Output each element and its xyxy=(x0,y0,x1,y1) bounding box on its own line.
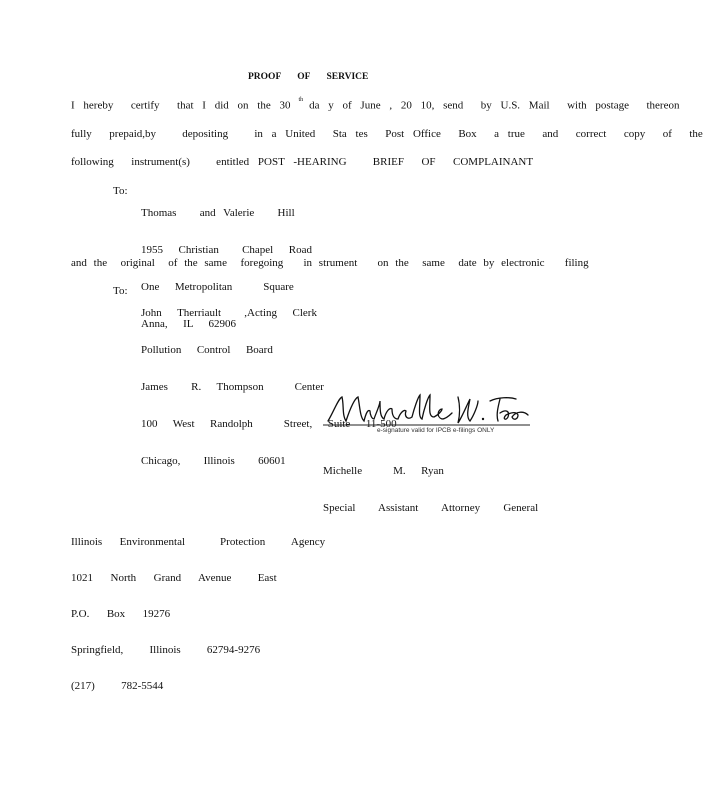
agency-address xyxy=(71,515,325,706)
signature-block xyxy=(323,444,538,529)
paragraph-line-2: fully prepaid,by depositing in a United Sta tes Post Office Box a true and correct copy of the xyxy=(71,128,703,140)
recipient-1-label: To: xyxy=(113,185,128,197)
esignature-note: e-signature valid for IPCB e-filings ONLY xyxy=(377,427,495,434)
agency-line: (217) 782-5544 xyxy=(71,680,164,692)
signer-name: Michelle M. Ryan xyxy=(323,465,444,477)
paragraph-2: and the original of the same foregoing in strument on the same date by electronic filing xyxy=(71,257,589,269)
recipient-2-line: Pollution Control Board xyxy=(141,344,273,356)
paragraph-line-1 xyxy=(71,97,680,112)
recipient-2-line: Chicago, Illinois 60601 xyxy=(141,455,286,467)
handwritten-signature xyxy=(320,387,540,431)
agency-line: Springfield, Illinois 62794-9276 xyxy=(71,644,261,656)
recipient-1-line: Anna, IL 62906 xyxy=(141,318,237,330)
document-title: PROOF OF SERVICE xyxy=(248,72,369,82)
paragraph-line-1-text: I hereby certify that I did on the 30 xyxy=(71,99,291,112)
agency-line: Illinois Environmental Protection Agency xyxy=(71,536,326,548)
paragraph-line-1-rest: da y of June , 20 10, send by U.S. Mail with postage thereon xyxy=(309,99,680,112)
recipient-2-line: James R. Thompson Center xyxy=(141,381,324,393)
recipient-1-line: 1955 Christian Chapel Road xyxy=(141,244,312,256)
recipient-2-line: 100 West Randolph Street, Suite 11-500 xyxy=(141,418,397,430)
agency-line: P.O. Box 19276 xyxy=(71,608,171,620)
paragraph-line-3: following instrument(s) entitled POST -HEARING BRIEF OF COMPLAINANT xyxy=(71,156,534,168)
recipient-2-line: John Therriault ,Acting Clerk xyxy=(141,307,317,319)
superscript-th: th xyxy=(298,97,304,103)
signer-title: Special Assistant Attorney General xyxy=(323,502,539,514)
recipient-1-line: Thomas and Valerie Hill xyxy=(141,207,295,219)
agency-line: 1021 North Grand Avenue East xyxy=(71,572,277,584)
recipient-2-label: To: xyxy=(113,285,128,297)
recipient-1-line: One Metropolitan Square xyxy=(141,281,294,293)
